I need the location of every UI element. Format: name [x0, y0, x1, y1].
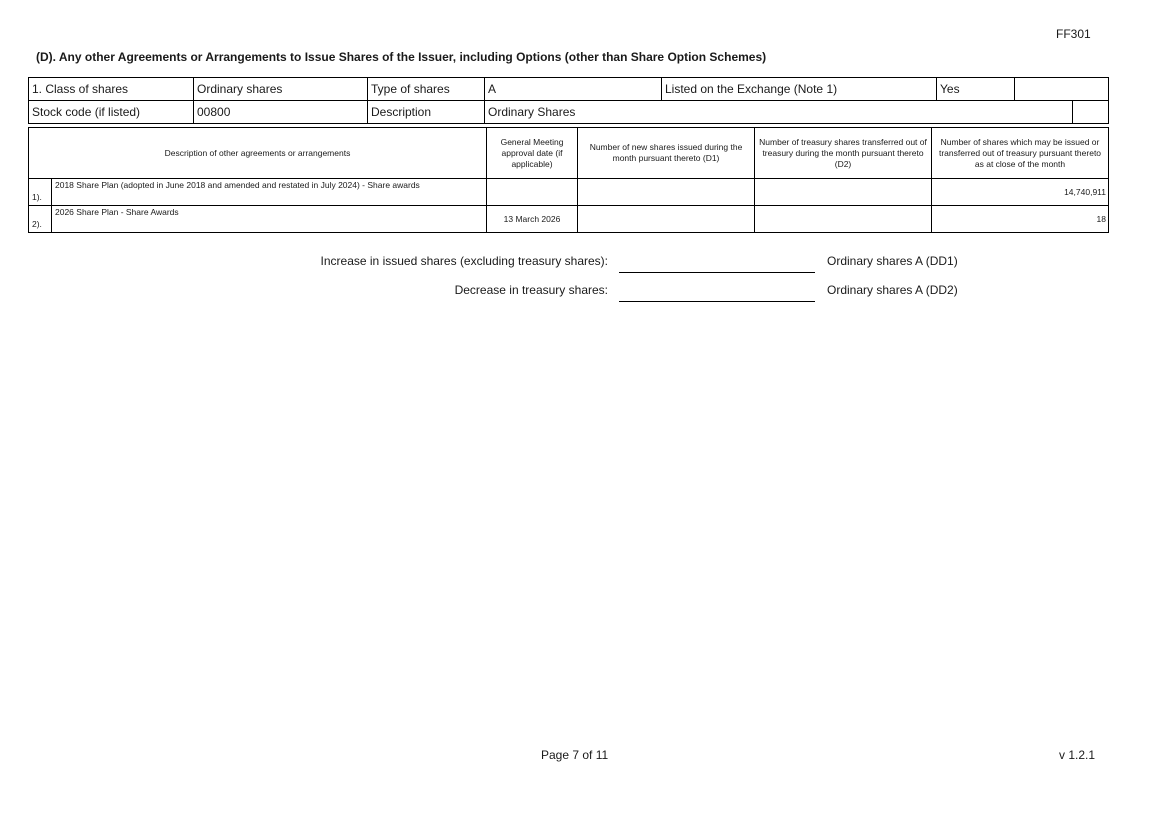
- decrease-label: Decrease in treasury shares:: [454, 283, 608, 297]
- header-description: Description of other agreements or arrangements: [29, 128, 487, 179]
- row-remaining-shares: 18: [932, 206, 1109, 233]
- increase-unit: Ordinary shares A (DD1): [827, 254, 958, 268]
- row-description: 2018 Share Plan (adopted in June 2018 and amended and restated in July 2024) - Share awards: [52, 179, 487, 206]
- description-value: Ordinary Shares: [485, 101, 1073, 124]
- stock-code-value: 00800: [194, 101, 368, 124]
- type-of-shares-label: Type of shares: [368, 78, 485, 101]
- class-of-shares-value: Ordinary shares: [194, 78, 368, 101]
- header-remaining-shares: Number of shares which may be issued or transferred out of treasury pursuant thereto as at close of the month: [932, 128, 1109, 179]
- decrease-value-field: [619, 286, 815, 302]
- class-of-shares-label: 1. Class of shares: [29, 78, 194, 101]
- table-header-row: [29, 128, 1109, 179]
- row-number: 1).: [29, 179, 52, 206]
- stock-code-label: Stock code (if listed): [29, 101, 194, 124]
- header-new-shares: Number of new shares issued during the month pursuant thereto (D1): [578, 128, 755, 179]
- header-treasury-shares: Number of treasury shares transferred out of treasury during the month pursuant thereto (D2): [755, 128, 932, 179]
- agreements-table: [28, 127, 1109, 233]
- row-approval-date: 13 March 2026: [487, 206, 578, 233]
- row-remaining-shares: 14,740,911: [932, 179, 1109, 206]
- row-treasury-shares: [755, 206, 932, 233]
- row-description: 2026 Share Plan - Share Awards: [52, 206, 487, 233]
- share-info-row: [29, 78, 1109, 101]
- description-blank-cell: [1073, 101, 1109, 124]
- row-treasury-shares: [755, 179, 932, 206]
- type-of-shares-value: A: [485, 78, 662, 101]
- increase-label: Increase in issued shares (excluding treasury shares):: [320, 254, 608, 268]
- page-number: Page 7 of 11: [541, 748, 609, 762]
- listed-on-exchange-value: Yes: [937, 78, 1015, 101]
- header-approval-date: General Meeting approval date (if applicable): [487, 128, 578, 179]
- share-info-row: [29, 101, 1109, 124]
- share-info-table: [28, 77, 1109, 124]
- table-row: [29, 179, 1109, 206]
- row-new-shares: [578, 179, 755, 206]
- form-code: FF301: [1056, 27, 1091, 41]
- description-label: Description: [368, 101, 485, 124]
- listed-blank-cell: [1015, 78, 1109, 101]
- increase-value-field: [619, 257, 815, 273]
- row-new-shares: [578, 206, 755, 233]
- row-approval-date: [487, 179, 578, 206]
- section-title: (D). Any other Agreements or Arrangements to Issue Shares of the Issuer, including Options (other than Share Option Schemes): [36, 50, 767, 64]
- table-row: [29, 206, 1109, 233]
- version-label: v 1.2.1: [1059, 748, 1096, 762]
- row-number: 2).: [29, 206, 52, 233]
- decrease-unit: Ordinary shares A (DD2): [827, 283, 958, 297]
- listed-on-exchange-label: Listed on the Exchange (Note 1): [662, 78, 937, 101]
